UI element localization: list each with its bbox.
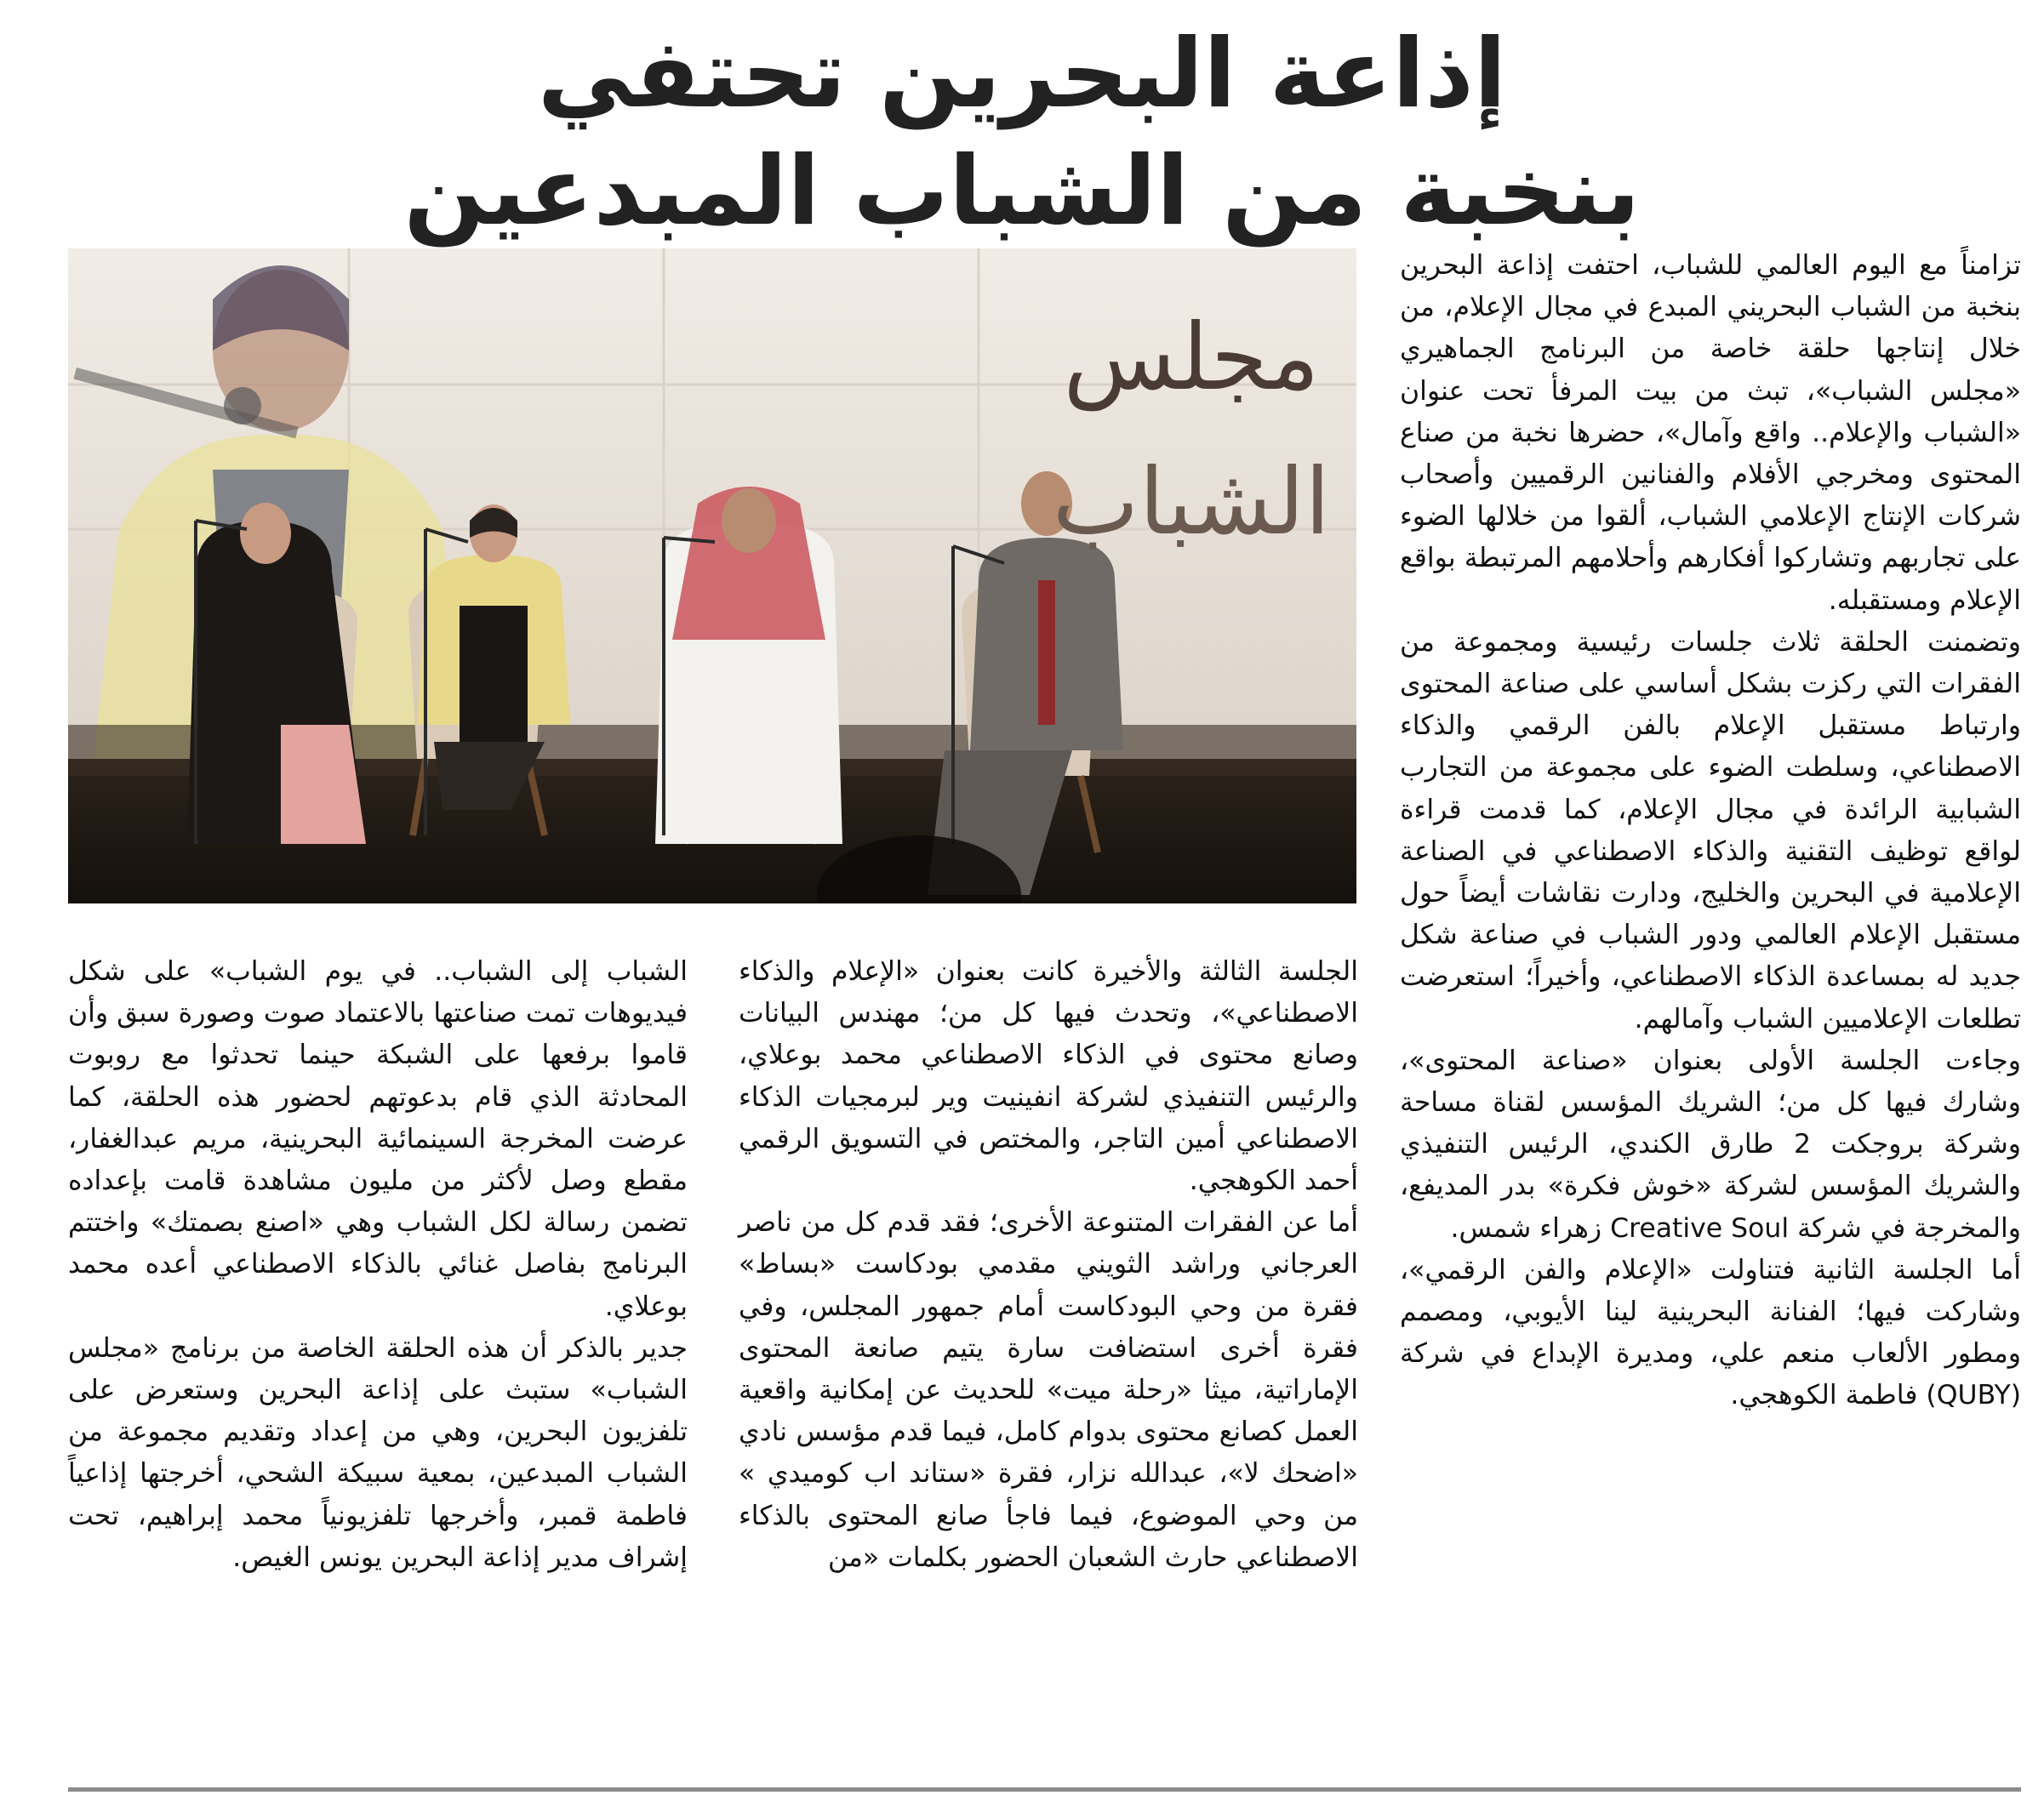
article-column-right — [1400, 245, 2021, 1417]
paragraph: جدير بالذكر أن هذه الحلقة الخاصة من برنامج «مجلس الشباب» ستبث على إذاعة البحرين وستعرض على تلفزيون البحرين، وهي من إعداد وتقديم مجموعة من الشباب المبدعين، بمعية سبيكة الشحي، أخرجتها إذاعياً فاطمة قمبر، وأخرجها تلفزيونياً محمد إبراهيم، تحت إشراف مدير إذاعة البحرين يونس الغيص. — [68, 1332, 688, 1573]
paragraph: وتضمنت الحلقة ثلاث جلسات رئيسية ومجموعة من الفقرات التي ركزت بشكل أساسي على صناعة المحتوى وارتباط مستقبل الإعلام بالفن الرقمي والذكاء الاصطناعي، وسلطت الضوء على مجموعة من التجارب الشبابية الرائدة في مجال الإعلام، كما قدمت قراءة لواقع توظيف التقنية والذكاء الاصطناعي في الصناعة الإعلامية في البحرين والخليج، ودارت نقاشات أيضاً حول مستقبل الإعلام العالمي ودور الشباب في صناعة شكل جديد له بمساعدة الذكاء الاصطناعي، وأخيراً؛ استعرضت تطلعات الإعلاميين الشباب وآمالهم. — [1400, 626, 2021, 1034]
sign-word-2: الشباب — [1052, 449, 1331, 556]
bottom-divider — [68, 1787, 2021, 1792]
paragraph: أما عن الفقرات المتنوعة الأخرى؛ فقد قدم كل من ناصر العرجاني وراشد الثويني مقدمي بودكاست «بساط» فقرة من وحي البودكاست أمام جمهور المجلس، وفي فقرة أخرى استضافت سارة يتيم صانعة المحتوى الإماراتية، ميثا «رحلة ميت» للحديث عن إمكانية واقعية العمل كصانع محتوى بدوام كامل، فيما قدم مؤسس نادي «اضحك لا»، عبدالله نزار، فقرة «ستاند اب كوميدي » من وحي الموضوع، فيما فاجأ صانع المحتوى بالذكاء الاصطناعي حارث الشعبان الحضور بكلمات «من — [739, 1207, 1358, 1573]
article-column-middle — [739, 951, 1358, 1579]
paragraph: أما الجلسة الثانية فتناولت «الإعلام والفن الرقمي»، وشاركت فيها؛ الفنانة البحرينية لينا الأيوبي، ومصمم ومطور الألعاب منعم علي، ومديرة الإبداع في شركة (QUBY) فاطمة الكوهجي. — [1400, 1254, 2021, 1411]
headline-line-2: بنخبة من الشباب المبدعين — [403, 136, 1641, 247]
paragraph: الشباب إلى الشباب.. في يوم الشباب» على شكل فيديوهات تمت صناعتها بالاعتماد صوت وصورة سبق وأن قاموا برفعها على الشبكة حينما تحدثوا مع روبوت المحادثة الذي قام بدعوتهم لحضور هذه الحلقة، كما عرضت المخرجة السينمائية البحرينية، مريم عبدالغفار، مقطع وصل لأكثر من مليون مشاهدة قامت بإعداده تضمن رسالة لكل الشباب وهي «اصنع بصمتك» واختتم البرنامج بفاصل غنائي بالذكاء الاصطناعي أعده محمد بوعلاي. — [68, 956, 688, 1322]
sign-word-1: مجلس — [1063, 305, 1320, 411]
paragraph: وجاءت الجلسة الأولى بعنوان «صناعة المحتوى»، وشارك فيها كل من؛ الشريك المؤسس لقناة مساحة وشركة بروجكت 2 طارق الكندي، الرئيس التنفيذي والشريك المؤسس لشركة «خوش فكرة» بدر المديفع، والمخرجة في شركة Creative Soul زهراء شمس. — [1400, 1045, 2021, 1244]
paragraph: الجلسة الثالثة والأخيرة كانت بعنوان «الإعلام والذكاء الاصطناعي»، وتحدث فيها كل من؛ مهندس البيانات وصانع محتوى في الذكاء الاصطناعي محمد بوعلاي، والرئيس التنفيذي لشركة انفينيت وير لبرمجيات الذكاء الاصطناعي أمين التاجر، والمختص في التسويق الرقمي أحمد الكوهجي. — [739, 956, 1358, 1197]
paragraph: تزامناً مع اليوم العالمي للشباب، احتفت إذاعة البحرين بنخبة من الشباب البحريني المبدع في مجال الإعلام، من خلال إنتاجها حلقة خاصة من البرنامج الجماهيري «مجلس الشباب»، تبث من بيت المرفأ تحت عنوان «الشباب والإعلام.. واقع وآمال»، حضرها نخبة من صناع المحتوى ومخرجي الأفلام والفنانين الرقميين وأصحاب شركات الإنتاج الإعلامي الشباب، ألقوا من خلالها الضوء على تجاربهم وتشاركوا أفكارهم وأحلامهم المرتبطة بواقع الإعلام ومستقبله. — [1400, 250, 2021, 616]
article-column-left — [68, 951, 688, 1579]
headline-line-1: إذاعة البحرين تحتفي — [537, 19, 1507, 129]
article-photo — [68, 248, 1356, 903]
